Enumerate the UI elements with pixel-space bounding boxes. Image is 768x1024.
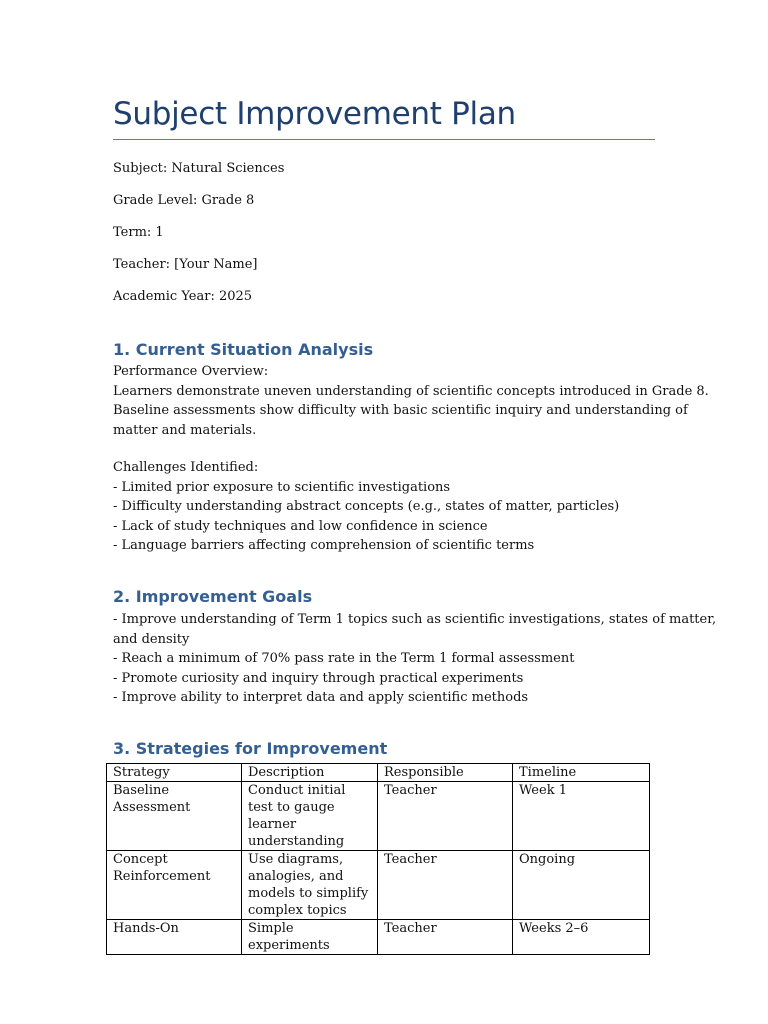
cell-timeline: Weeks 2–6	[513, 920, 650, 955]
strategies-table	[106, 763, 650, 955]
table-header-row	[107, 764, 650, 782]
section-1-heading: 1. Current Situation Analysis	[113, 340, 374, 359]
challenge-line: - Difficulty understanding abstract concepts (e.g., states of matter, particles)	[113, 499, 620, 514]
cell-strategy: Hands-On	[107, 920, 242, 955]
challenges-identified	[113, 458, 655, 556]
meta-teacher: Teacher: [Your Name]	[113, 257, 258, 272]
document-title: Subject Improvement Plan	[113, 96, 516, 132]
improvement-goals-list	[113, 610, 717, 708]
challenge-line: - Limited prior exposure to scientific investigations	[113, 479, 451, 495]
table-row	[107, 920, 650, 955]
cell-responsible: Teacher	[378, 920, 513, 955]
meta-subject: Subject: Natural Sciences	[113, 161, 285, 176]
column-header-strategy: Strategy	[107, 764, 242, 782]
meta-term: Term: 1	[113, 225, 164, 240]
section-2-heading: 2. Improvement Goals	[113, 587, 313, 606]
overview-line: Baseline assessments show difficulty with basic scientific inquiry and understanding of	[113, 403, 688, 418]
meta-academic-year: Academic Year: 2025	[113, 289, 253, 304]
cell-timeline: Ongoing	[513, 851, 650, 920]
cell-strategy: Baseline Assessment	[107, 782, 242, 851]
cell-description: Conduct initial test to gauge learner understanding	[242, 782, 378, 851]
overview-line: Performance Overview:	[113, 364, 269, 379]
meta-grade-level: Grade Level: Grade 8	[113, 193, 255, 208]
cell-description: Simple experiments	[242, 920, 378, 955]
goal-line: - Reach a minimum of 70% pass rate in the Term 1 formal assessment	[113, 651, 575, 666]
cell-timeline: Week 1	[513, 782, 650, 851]
performance-overview	[113, 362, 709, 440]
section-3-heading: 3. Strategies for Improvement	[113, 739, 388, 758]
column-header-description: Description	[242, 764, 378, 782]
overview-line: matter and materials.	[113, 422, 257, 438]
challenge-line: Challenges Identified:	[113, 460, 259, 475]
table-row	[107, 782, 650, 851]
challenge-line: - Lack of study techniques and low confidence in science	[113, 518, 488, 534]
overview-line: Learners demonstrate uneven understanding of scientific concepts introduced in Grade 8.	[113, 383, 709, 399]
table-row	[107, 851, 650, 920]
cell-responsible: Teacher	[378, 782, 513, 851]
goal-line: - Promote curiosity and inquiry through practical experiments	[113, 670, 524, 686]
challenge-line: - Language barriers affecting comprehension of scientific terms	[113, 538, 535, 553]
title-underline	[113, 139, 655, 140]
column-header-responsible: Responsible	[378, 764, 513, 782]
cell-description: Use diagrams, analogies, and models to simplify complex topics	[242, 851, 378, 920]
goal-line: - Improve understanding of Term 1 topics such as scientific investigations, states of matter,	[113, 612, 717, 627]
goal-line: and density	[113, 631, 190, 647]
column-header-timeline: Timeline	[513, 764, 650, 782]
cell-responsible: Teacher	[378, 851, 513, 920]
goal-line: - Improve ability to interpret data and apply scientific methods	[113, 690, 529, 705]
cell-strategy: Concept Reinforcement	[107, 851, 242, 920]
